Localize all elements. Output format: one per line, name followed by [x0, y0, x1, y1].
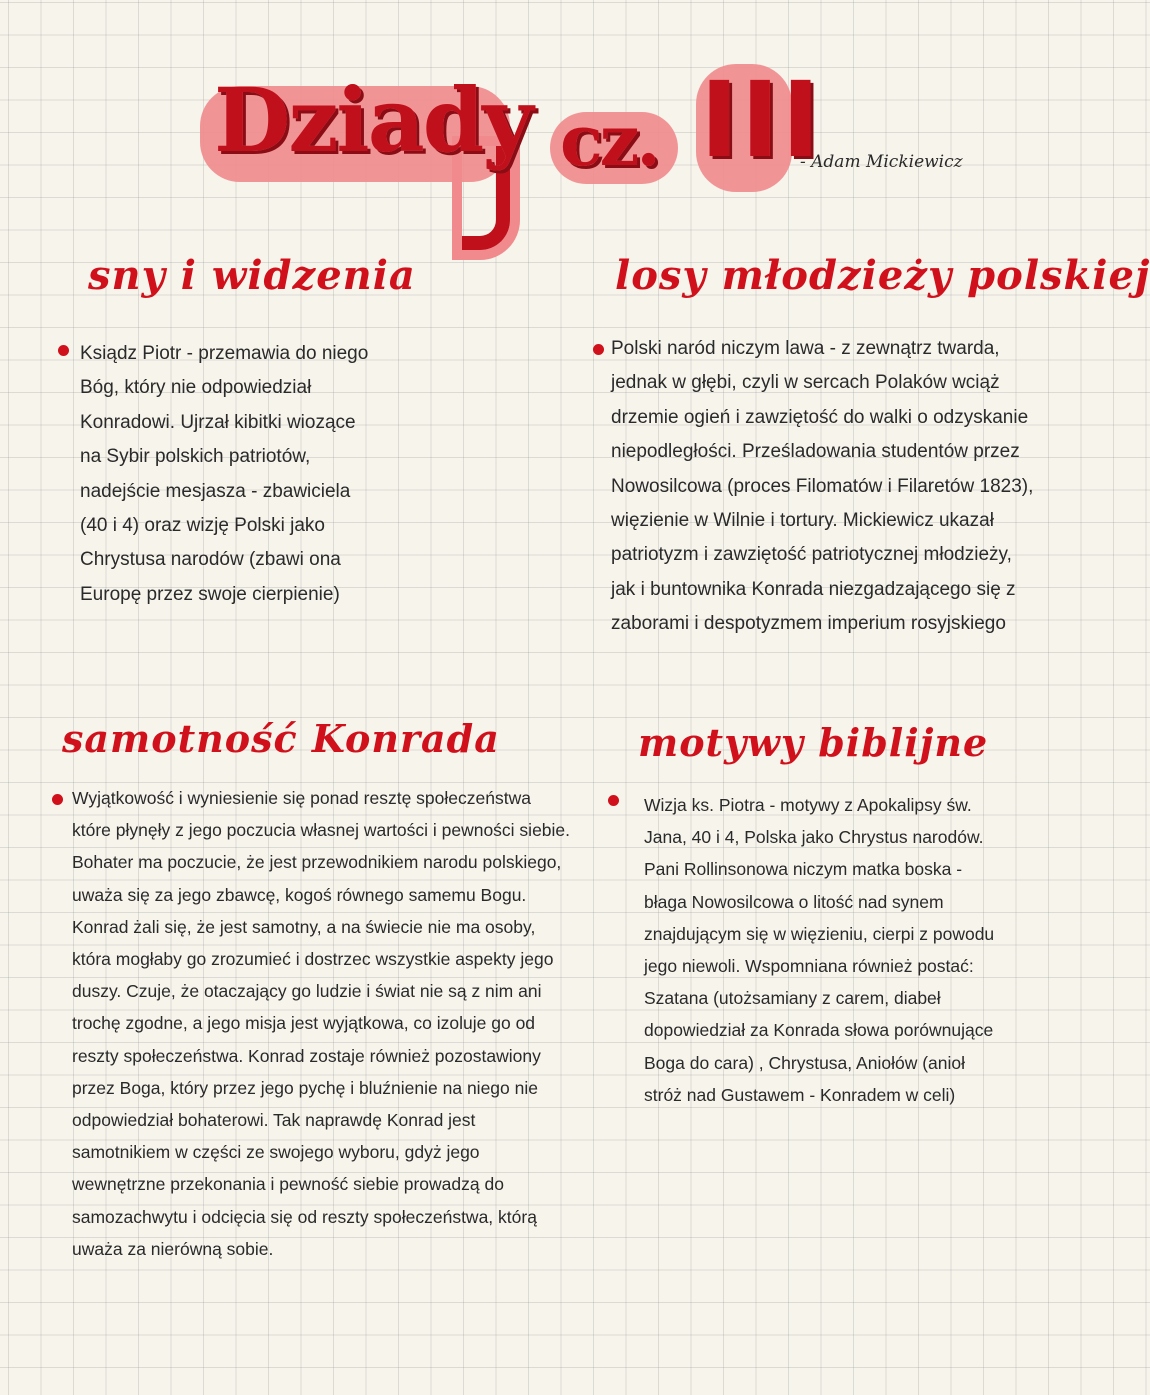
title-word-cz: cz. [560, 99, 658, 182]
section-text: Ksiądz Piotr - przemawia do niego Bóg, który nie odpowiedział Konradowi. Ujrzał kibitki wiozące na Sybir polskich patriotów, nadejście mesjasza - zbawiciela (40 i 4) oraz wizję Polski jako Chrystusa narodów (zbawi ona Europę przez swoje cierpienie) [80, 343, 369, 605]
section-losy-mlodziezy [611, 332, 1041, 642]
bullet-dot [608, 795, 619, 806]
heading-motywy-biblijne: motywy biblijne [638, 720, 989, 765]
author-signature: - Adam Mickiewicz [800, 152, 963, 172]
heading-sny-i-widzenia: sny i widzenia [88, 252, 416, 299]
section-motywy-biblijne [644, 789, 1004, 1111]
section-text: Wizja ks. Piotra - motywy z Apokalipsy św. Jana, 40 i 4, Polska jako Chrystus narodów. Pani Rollinsonowa niczym matka boska - błaga Nowosilcowa o litość nad synem znajdującym się w więzieniu, cierpi z powodu jego niewoli. Wspomniana również postać: Szatana (utożsamiany z carem, diabeł dopowiedział za Konrada słowa porównujące Boga do cara) , Chrystusa, Aniołów (anioł stróż nad Gustawem - Konradem w celi) [644, 795, 995, 1105]
bullet-dot [58, 345, 69, 356]
section-sny-i-widzenia [80, 337, 380, 612]
section-text: Wyjątkowość i wyniesienie się ponad resztę społeczeństwa które płynęły z jego poczucia własnej wartości i pewności siebie. Bohater ma poczucie, że jest przewodnikiem narodu polskiego, uważa się za jego zbawcę, kogoś równego samemu Bogu. Konrad żali się, że jest samotny, a na świecie nie ma osoby, która mogłaby go zrozumieć i dostrzec wszystkie aspekty jego duszy. Czuje, że otaczający go ludzie i świat nie są z nim ani trochę zgodne, a jego misja jest wyjątkowa, co izoluje go od reszty społeczeństwa. Konrad zostaje również pozostawiony przez Boga, który przez jego pychę i bluźnienie na niego nie odpowiedział bohaterowi. Tak naprawdę Konrad jest samotnikiem w części ze swojego wyboru, gdyż jego wewnętrzne przekonania i pewność siebie prowadzą do samozachwytu i odcięcia się od reszty społeczeństwa, którą uważa za nierówną sobie. [72, 788, 571, 1259]
title-word-dziady: Dziady [214, 68, 532, 172]
section-samotnosc-konrada [72, 782, 572, 1265]
bullet-dot [593, 344, 604, 355]
page-title [200, 58, 823, 248]
bullet-dot [52, 794, 63, 805]
title-part-number: III [700, 59, 823, 181]
heading-losy-mlodziezy: losy młodzieży polskiej [615, 252, 1150, 299]
heading-samotnosc-konrada: samotność Konrada [62, 716, 500, 761]
section-text: Polski naród niczym lawa - z zewnątrz twarda, jednak w głębi, czyli w sercach Polaków wciąż drzemie ogień i zawziętość do walki o odzyskanie niepodległości. Prześladowania studentów przez Nowosilcowa (proces Filomatów i Filaretów 1823), więzienie w Wilnie i tortury. Mickiewicz ukazał patriotyzm i zawziętość patriotycznej młodzieży, jak i buntownika Konrada niezgadzającego się z zaborami i despotyzmem imperium rosyjskiego [611, 338, 1034, 635]
